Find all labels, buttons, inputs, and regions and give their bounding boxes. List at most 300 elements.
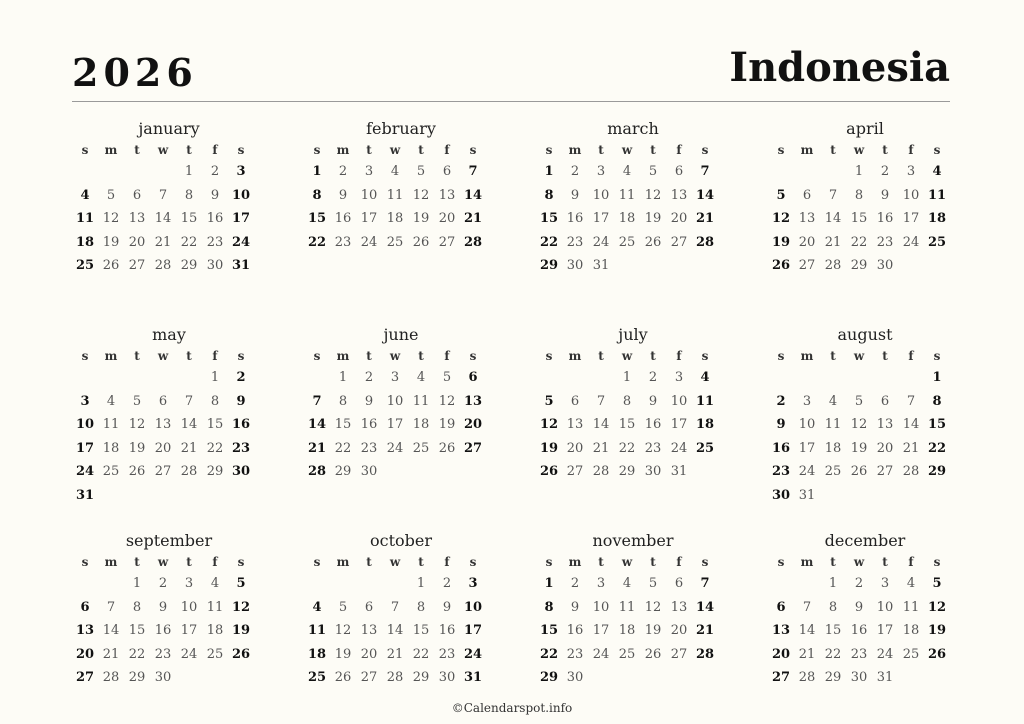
weekday-header — [72, 346, 266, 366]
empty-cell — [794, 366, 820, 390]
weekday-label: s — [777, 555, 785, 569]
empty-cell — [304, 572, 330, 596]
day-cell: 10 — [75, 417, 95, 432]
day-cell: 22 — [618, 440, 636, 456]
weekday-label: s — [469, 143, 477, 157]
empty-cell — [924, 666, 950, 690]
day-cell: 21 — [592, 440, 610, 456]
month-april — [756, 118, 962, 310]
day-cell: 30 — [438, 670, 456, 685]
day-cell: 7 — [700, 576, 710, 591]
day-cell: 3 — [906, 164, 916, 179]
day-cell: 18 — [386, 211, 404, 226]
week-row — [72, 643, 266, 667]
day-cell: 26 — [644, 234, 662, 250]
day-cell: 1 — [544, 164, 554, 179]
weekday-header — [304, 552, 498, 572]
day-cell: 29 — [128, 670, 146, 685]
week-row — [536, 596, 730, 620]
day-cell: 9 — [338, 187, 348, 203]
day-cell: 20 — [154, 440, 172, 456]
day-cell: 25 — [75, 258, 95, 273]
week-row — [536, 437, 730, 461]
week-row — [72, 366, 266, 390]
empty-cell — [150, 160, 176, 184]
day-cell: 8 — [132, 599, 142, 615]
week-row — [304, 619, 498, 643]
weekday-label: s — [777, 349, 785, 363]
day-cell: 25 — [102, 464, 120, 479]
day-cell: 2 — [338, 164, 348, 179]
day-cell: 22 — [850, 234, 868, 250]
day-cell: 17 — [902, 211, 920, 226]
week-row — [768, 366, 962, 390]
month-name: may — [152, 325, 186, 344]
day-cell: 7 — [390, 599, 400, 615]
weekday-label: f — [444, 143, 450, 157]
week-row — [536, 207, 730, 231]
day-cell: 2 — [570, 576, 580, 591]
empty-cell — [588, 366, 614, 390]
weekday-label: t — [598, 143, 604, 157]
empty-cell — [176, 366, 202, 390]
country-title: Indonesia — [729, 44, 950, 91]
week-row — [536, 390, 730, 414]
day-cell: 18 — [618, 211, 636, 226]
month-december — [756, 530, 962, 722]
day-cell: 31 — [231, 258, 251, 273]
empty-cell — [382, 460, 408, 484]
day-cell: 13 — [75, 623, 95, 638]
weekday-label: s — [933, 143, 941, 157]
day-cell: 19 — [644, 623, 662, 638]
week-row — [768, 643, 962, 667]
month-name: march — [607, 119, 659, 138]
month-name: october — [369, 531, 432, 550]
day-cell: 4 — [622, 164, 632, 179]
week-row — [768, 437, 962, 461]
day-cell: 30 — [850, 670, 868, 685]
day-cell: 9 — [648, 393, 658, 409]
day-cell: 27 — [75, 670, 95, 685]
day-cell: 21 — [902, 440, 920, 456]
day-cell: 13 — [670, 187, 688, 203]
day-cell: 10 — [180, 599, 198, 615]
day-cell: 19 — [128, 440, 146, 456]
empty-cell — [176, 666, 202, 690]
empty-cell — [124, 484, 150, 508]
day-cell: 24 — [360, 234, 378, 250]
day-cell: 28 — [463, 234, 483, 250]
day-cell: 21 — [102, 646, 120, 662]
empty-cell — [202, 666, 228, 690]
day-cell: 18 — [927, 211, 947, 226]
week-row — [768, 160, 962, 184]
day-cell: 22 — [307, 234, 327, 250]
weekday-label: t — [186, 555, 192, 569]
day-cell: 1 — [622, 370, 632, 385]
empty-cell — [640, 666, 666, 690]
day-cell: 27 — [360, 670, 378, 685]
month-name: september — [125, 531, 213, 550]
empty-cell — [408, 460, 434, 484]
day-cell: 5 — [236, 576, 246, 591]
day-cell: 12 — [102, 211, 120, 226]
day-cell: 21 — [307, 440, 327, 456]
week-row — [768, 666, 962, 690]
empty-cell — [898, 666, 924, 690]
day-cell: 19 — [412, 211, 430, 226]
day-cell: 16 — [644, 417, 662, 432]
day-cell: 16 — [771, 440, 791, 456]
month-february — [292, 118, 498, 310]
day-cell: 17 — [876, 623, 894, 638]
week-row — [536, 413, 730, 437]
weekday-label: w — [157, 349, 169, 363]
day-cell: 24 — [75, 464, 95, 479]
weekday-label: m — [568, 349, 582, 363]
day-cell: 10 — [592, 187, 610, 203]
week-row — [304, 666, 498, 690]
day-cell: 19 — [927, 623, 947, 638]
week-row — [304, 643, 498, 667]
day-cell: 9 — [364, 393, 374, 409]
empty-cell — [666, 666, 692, 690]
weekday-header — [304, 346, 498, 366]
calendar-grid — [60, 118, 964, 722]
day-cell: 20 — [670, 211, 688, 226]
day-cell: 20 — [360, 646, 378, 662]
day-cell: 15 — [334, 417, 352, 432]
empty-cell — [898, 484, 924, 508]
day-cell: 22 — [206, 440, 224, 456]
day-cell: 19 — [850, 440, 868, 456]
day-cell: 21 — [798, 646, 816, 662]
day-cell: 25 — [902, 646, 920, 662]
day-cell: 2 — [236, 370, 246, 385]
week-row — [536, 460, 730, 484]
day-cell: 7 — [158, 187, 168, 203]
day-cell: 11 — [102, 417, 120, 432]
day-cell: 4 — [828, 393, 838, 409]
day-cell: 8 — [210, 393, 220, 409]
day-cell: 22 — [539, 646, 559, 662]
day-cell: 22 — [334, 440, 352, 456]
year-title: 2026 — [72, 50, 198, 95]
weekday-label: t — [134, 555, 140, 569]
day-cell: 14 — [902, 417, 920, 432]
weekday-label: w — [389, 143, 401, 157]
week-row — [768, 231, 962, 255]
day-cell: 26 — [927, 646, 947, 662]
month-october — [292, 530, 498, 722]
day-cell: 9 — [776, 417, 786, 432]
day-cell: 6 — [674, 164, 684, 179]
weekday-label: m — [568, 143, 582, 157]
day-cell: 14 — [592, 417, 610, 432]
day-cell: 6 — [80, 599, 90, 615]
day-cell: 14 — [154, 211, 172, 226]
day-cell: 12 — [231, 599, 251, 615]
day-cell: 5 — [416, 164, 426, 179]
week-row — [536, 160, 730, 184]
day-cell: 10 — [360, 187, 378, 203]
day-cell: 10 — [876, 599, 894, 615]
weekday-label: w — [853, 555, 865, 569]
header-divider — [72, 101, 950, 102]
empty-cell — [124, 160, 150, 184]
day-cell: 8 — [544, 187, 554, 203]
week-row — [768, 619, 962, 643]
empty-cell — [150, 366, 176, 390]
week-row — [72, 160, 266, 184]
day-cell: 4 — [906, 576, 916, 591]
day-cell: 23 — [360, 440, 378, 456]
day-cell: 17 — [592, 623, 610, 638]
weekday-label: m — [104, 349, 118, 363]
day-cell: 27 — [670, 646, 688, 662]
day-cell: 15 — [307, 211, 327, 226]
day-cell: 18 — [307, 646, 327, 662]
day-cell: 24 — [592, 234, 610, 250]
day-cell: 7 — [596, 393, 606, 409]
day-cell: 16 — [360, 417, 378, 432]
day-cell: 30 — [566, 670, 584, 685]
day-cell: 18 — [902, 623, 920, 638]
empty-cell — [692, 460, 718, 484]
day-cell: 29 — [412, 670, 430, 685]
weekday-label: s — [81, 349, 89, 363]
empty-cell — [692, 254, 718, 278]
footer-credit: ©Calendarspot.info — [451, 701, 573, 715]
day-cell: 27 — [566, 464, 584, 479]
day-cell: 29 — [618, 464, 636, 479]
day-cell: 21 — [154, 234, 172, 250]
day-cell: 24 — [876, 646, 894, 662]
day-cell: 9 — [442, 599, 452, 615]
day-cell: 27 — [128, 258, 146, 273]
week-row — [536, 572, 730, 596]
weekday-label: s — [313, 349, 321, 363]
day-cell: 3 — [80, 393, 90, 409]
day-cell: 24 — [592, 646, 610, 662]
day-cell: 8 — [622, 393, 632, 409]
day-cell: 13 — [128, 211, 146, 226]
day-cell: 1 — [132, 576, 142, 591]
day-cell: 17 — [360, 211, 378, 226]
day-cell: 11 — [902, 599, 920, 615]
day-cell: 23 — [231, 440, 251, 456]
weekday-label: t — [186, 143, 192, 157]
day-cell: 21 — [463, 211, 483, 226]
day-cell: 14 — [180, 417, 198, 432]
day-cell: 12 — [128, 417, 146, 432]
empty-cell — [72, 160, 98, 184]
week-row — [304, 184, 498, 208]
week-row — [768, 460, 962, 484]
empty-cell — [98, 366, 124, 390]
day-cell: 12 — [334, 623, 352, 638]
empty-cell — [794, 160, 820, 184]
day-cell: 2 — [210, 164, 220, 179]
day-cell: 12 — [771, 211, 791, 226]
day-cell: 9 — [570, 187, 580, 203]
day-cell: 13 — [154, 417, 172, 432]
day-cell: 28 — [695, 646, 715, 662]
day-cell: 16 — [154, 623, 172, 638]
day-cell: 13 — [566, 417, 584, 432]
weekday-header — [536, 552, 730, 572]
empty-cell — [304, 366, 330, 390]
week-row — [768, 254, 962, 278]
week-row — [304, 160, 498, 184]
empty-cell — [614, 254, 640, 278]
day-cell: 22 — [824, 646, 842, 662]
weekday-label: t — [134, 349, 140, 363]
weekday-label: s — [237, 143, 245, 157]
day-cell: 6 — [364, 599, 374, 615]
day-cell: 11 — [618, 599, 636, 615]
weekday-label: s — [933, 555, 941, 569]
empty-cell — [768, 366, 794, 390]
empty-cell — [872, 366, 898, 390]
weekday-label: t — [882, 143, 888, 157]
weekday-label: s — [701, 143, 709, 157]
day-cell: 16 — [231, 417, 251, 432]
week-row — [72, 666, 266, 690]
weekday-label: s — [237, 349, 245, 363]
day-cell: 9 — [880, 187, 890, 203]
week-row — [72, 484, 266, 508]
weekday-label: w — [621, 555, 633, 569]
empty-cell — [640, 254, 666, 278]
weekday-label: t — [882, 349, 888, 363]
day-cell: 2 — [570, 164, 580, 179]
day-cell: 28 — [154, 258, 172, 273]
day-cell: 9 — [570, 599, 580, 615]
week-row — [304, 596, 498, 620]
day-cell: 5 — [776, 187, 786, 203]
day-cell: 28 — [307, 464, 327, 479]
day-cell: 11 — [927, 187, 947, 203]
day-cell: 17 — [463, 623, 483, 638]
day-cell: 23 — [334, 234, 352, 250]
empty-cell — [898, 366, 924, 390]
day-cell: 26 — [231, 646, 251, 662]
day-cell: 4 — [416, 370, 426, 385]
weekday-label: f — [908, 349, 914, 363]
day-cell: 15 — [618, 417, 636, 432]
day-cell: 29 — [927, 464, 947, 479]
day-cell: 28 — [798, 670, 816, 685]
weekday-label: s — [545, 349, 553, 363]
day-cell: 16 — [438, 623, 456, 638]
day-cell: 19 — [539, 440, 559, 456]
day-cell: 3 — [596, 164, 606, 179]
weekday-label: f — [444, 349, 450, 363]
day-cell: 14 — [824, 211, 842, 226]
weekday-label: w — [157, 143, 169, 157]
day-cell: 15 — [850, 211, 868, 226]
weekday-label: s — [701, 555, 709, 569]
day-cell: 29 — [539, 258, 559, 273]
day-cell: 25 — [412, 440, 430, 456]
weekday-label: t — [418, 555, 424, 569]
week-row — [536, 231, 730, 255]
day-cell: 6 — [776, 599, 786, 615]
weekday-header — [304, 140, 498, 160]
day-cell: 10 — [670, 393, 688, 409]
day-cell: 27 — [798, 258, 816, 273]
day-cell: 17 — [75, 440, 95, 456]
empty-cell — [98, 160, 124, 184]
day-cell: 9 — [854, 599, 864, 615]
weekday-label: t — [598, 555, 604, 569]
day-cell: 17 — [386, 417, 404, 432]
day-cell: 13 — [670, 599, 688, 615]
day-cell: 7 — [184, 393, 194, 409]
day-cell: 7 — [468, 164, 478, 179]
day-cell: 18 — [75, 234, 95, 250]
day-cell: 24 — [386, 440, 404, 456]
empty-cell — [202, 484, 228, 508]
day-cell: 12 — [412, 187, 430, 203]
empty-cell — [150, 484, 176, 508]
day-cell: 6 — [802, 187, 812, 203]
day-cell: 24 — [180, 646, 198, 662]
day-cell: 1 — [544, 576, 554, 591]
weekday-label: s — [933, 349, 941, 363]
weekday-label: t — [366, 349, 372, 363]
weekday-label: m — [800, 555, 814, 569]
day-cell: 25 — [307, 670, 327, 685]
weekday-label: s — [313, 143, 321, 157]
weekday-header — [536, 346, 730, 366]
day-cell: 6 — [132, 187, 142, 203]
empty-cell — [768, 572, 794, 596]
month-name: november — [592, 531, 674, 550]
month-name: august — [837, 325, 893, 344]
day-cell: 1 — [932, 370, 942, 385]
weekday-label: f — [444, 555, 450, 569]
day-cell: 22 — [180, 234, 198, 250]
week-row — [304, 366, 498, 390]
day-cell: 19 — [644, 211, 662, 226]
empty-cell — [98, 572, 124, 596]
day-cell: 25 — [927, 234, 947, 250]
day-cell: 13 — [360, 623, 378, 638]
day-cell: 11 — [206, 599, 224, 615]
day-cell: 1 — [210, 370, 220, 385]
day-cell: 28 — [102, 670, 120, 685]
day-cell: 24 — [670, 440, 688, 456]
day-cell: 29 — [539, 670, 559, 685]
day-cell: 4 — [210, 576, 220, 591]
day-cell: 1 — [338, 370, 348, 385]
empty-cell — [846, 484, 872, 508]
day-cell: 2 — [776, 393, 786, 409]
day-cell: 5 — [544, 393, 554, 409]
day-cell: 27 — [154, 464, 172, 479]
day-cell: 30 — [566, 258, 584, 273]
day-cell: 17 — [180, 623, 198, 638]
day-cell: 30 — [154, 670, 172, 685]
day-cell: 3 — [390, 370, 400, 385]
day-cell: 11 — [824, 417, 842, 432]
day-cell: 6 — [880, 393, 890, 409]
day-cell: 11 — [75, 211, 95, 226]
day-cell: 9 — [236, 393, 246, 409]
